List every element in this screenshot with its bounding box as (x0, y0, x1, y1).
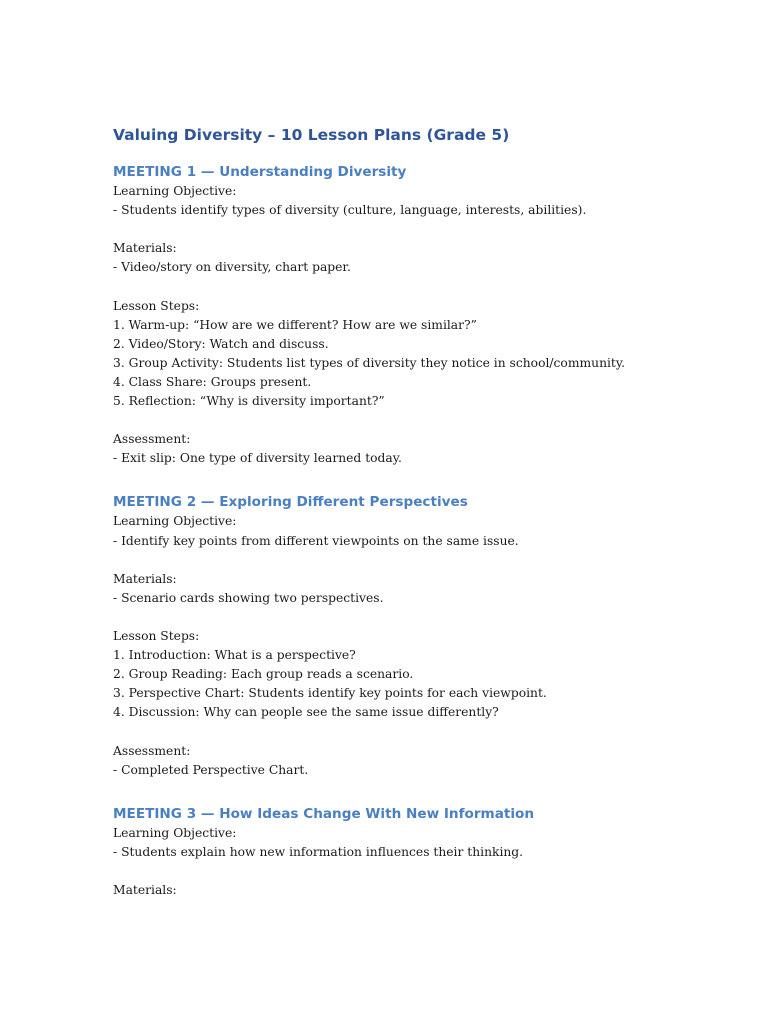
assessment-text: - Completed Perspective Chart. (113, 762, 309, 777)
blank-line (113, 277, 713, 296)
objective-text: - Students identify types of diversity (culture, language, interests, abilities). (113, 203, 587, 218)
step-item: 4. Class Share: Groups present. (113, 374, 312, 389)
step-item: 1. Introduction: What is a perspective? (113, 648, 356, 663)
meeting-heading: MEETING 2 — Exploring Different Perspectives (113, 494, 468, 511)
spacer (113, 146, 713, 162)
meeting-section-3 (113, 804, 713, 900)
blank-line (113, 722, 713, 741)
blank-line (113, 220, 713, 239)
meeting-heading: MEETING 3 — How Ideas Change With New Information (113, 805, 535, 822)
materials-text: - Video/story on diversity, chart paper. (113, 260, 351, 275)
assessment-text: - Exit slip: One type of diversity learned today. (113, 451, 402, 466)
meeting-heading: MEETING 1 — Understanding Diversity (113, 164, 407, 180)
step-item: 2. Video/Story: Watch and discuss. (113, 336, 329, 351)
blank-line (113, 862, 713, 881)
assessment-label: Assessment: (113, 743, 191, 758)
meeting-section-1 (113, 162, 713, 492)
step-item: 2. Group Reading: Each group reads a scenario. (113, 667, 414, 682)
materials-text: - Scenario cards showing two perspectives. (113, 590, 384, 605)
blank-line (113, 608, 713, 627)
step-item: 5. Reflection: “Why is diversity important?” (113, 394, 385, 409)
step-item: 3. Perspective Chart: Students identify key points for each viewpoint. (113, 686, 547, 701)
materials-label: Materials: (113, 883, 177, 897)
meeting-section-2 (113, 492, 713, 803)
objective-label: Learning Objective: (113, 825, 237, 840)
blank-line (113, 551, 713, 570)
document-body (113, 124, 713, 900)
objective-label: Learning Objective: (113, 514, 237, 529)
objective-label: Learning Objective: (113, 184, 237, 198)
steps-label: Lesson Steps: (113, 628, 200, 643)
materials-label: Materials: (113, 241, 177, 256)
step-item: 4. Discussion: Why can people see the same issue differently? (113, 705, 499, 720)
document-title: Valuing Diversity – 10 Lesson Plans (Grade 5) (113, 126, 510, 144)
objective-text: - Identify key points from different viewpoints on the same issue. (113, 533, 519, 548)
blank-line (113, 468, 713, 492)
materials-label: Materials: (113, 571, 177, 586)
blank-line (113, 780, 713, 804)
blank-line (113, 411, 713, 430)
step-item: 1. Warm-up: “How are we different? How are we similar?” (113, 317, 477, 332)
step-item: 3. Group Activity: Students list types of diversity they notice in school/community. (113, 355, 626, 370)
objective-text: - Students explain how new information influences their thinking. (113, 844, 524, 859)
assessment-label: Assessment: (113, 432, 191, 447)
steps-label: Lesson Steps: (113, 298, 200, 313)
